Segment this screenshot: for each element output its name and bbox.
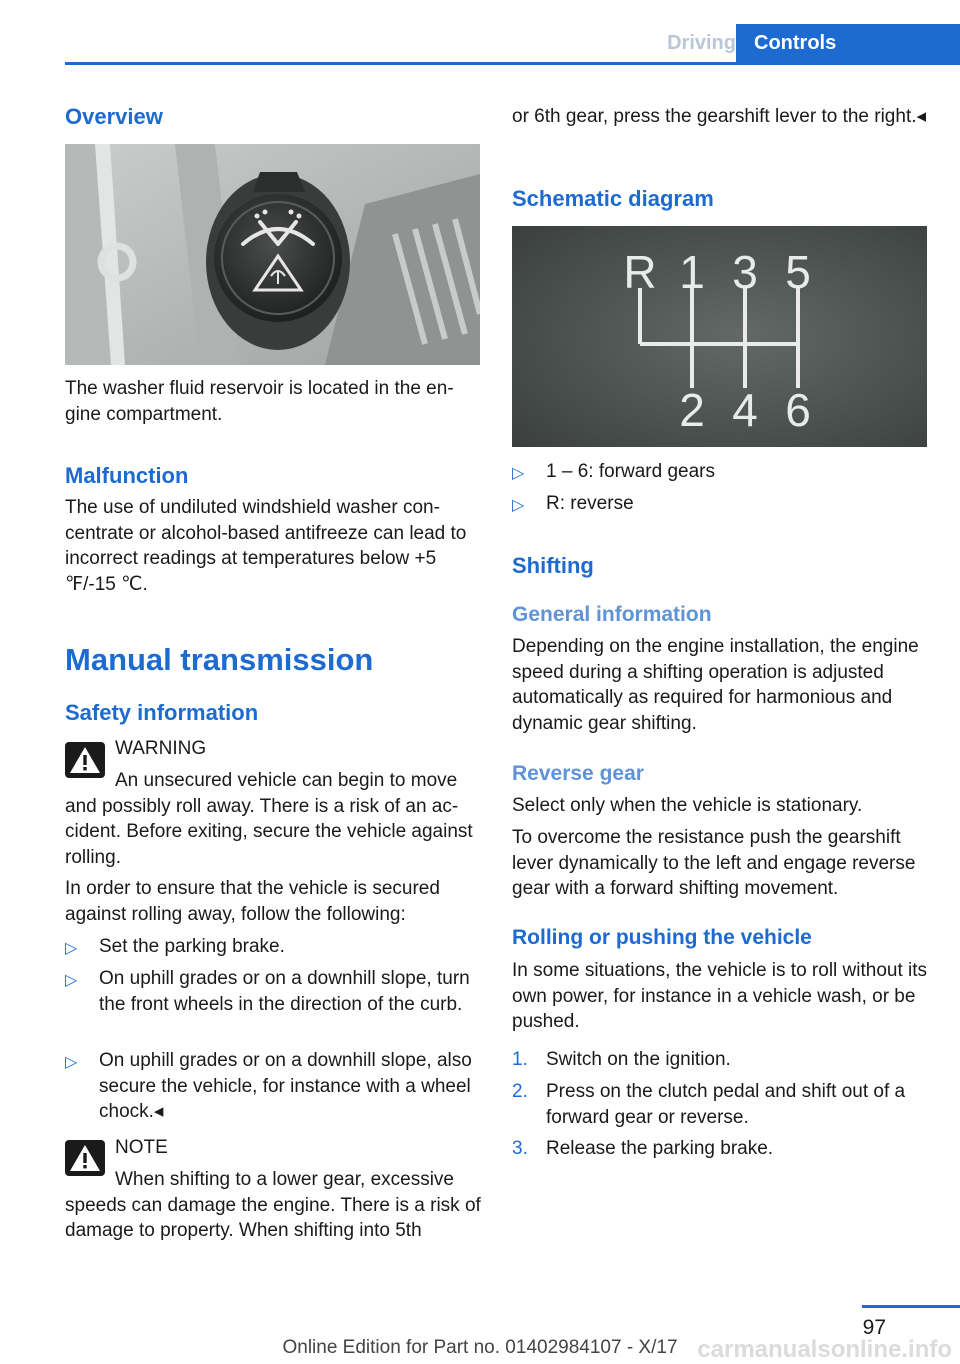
note-text: When shifting to a lower gear, excessive speeds can damage the engine. There is a risk of damage to property. When shifting into 5th	[65, 1169, 481, 1241]
overview-text: The washer fluid reservoir is located in the engine compartment.	[65, 378, 454, 425]
rolling-pushing-text: In some situations, the vehicle is to roll without its own power, for instance in a vehicle wash, or be pushed.	[512, 960, 928, 1032]
triangle-bullet-icon: ▷	[65, 972, 78, 989]
note-label: NOTE	[115, 1137, 168, 1158]
general-information-text: Depending on the engine installation, the engine speed during a shifting operation is adjusted automatically as required for harmonious and dynamic gear shifting.	[512, 636, 919, 734]
overview-heading: Overview	[65, 104, 163, 129]
gear-label-3: 3	[732, 246, 758, 298]
gear-label-R: R	[623, 246, 657, 298]
triangle-bullet-icon: ▷	[65, 1054, 78, 1071]
warning-label: WARNING	[115, 738, 207, 759]
triangle-bullet-icon: ▷	[65, 940, 78, 957]
malfunction-heading: Malfunction	[65, 463, 189, 488]
washer-reservoir-photo	[65, 144, 480, 365]
reverse-gear-text-2: To overcome the resistance push the gearshift lever dynamically to the left and engage reverse gear with a forward shifting movement.	[512, 827, 916, 899]
gear-label-5: 5	[785, 246, 811, 298]
shifting-heading: Shifting	[512, 553, 594, 578]
reverse-gear-text-1: Select only when the vehicle is stationary.	[512, 795, 863, 816]
warning-text: An unsecured vehicle can begin to move and possibly roll away. There is a risk of an accident. Before exiting, secure the vehicle against rolling.	[65, 770, 473, 868]
gear-label-2: 2	[679, 384, 705, 436]
general-information-heading: General information	[512, 603, 712, 626]
page-number: 97	[862, 1316, 886, 1339]
gearshift-schematic	[512, 226, 927, 447]
manual-transmission-heading: Manual transmission	[65, 642, 374, 677]
list-item: ▷ 1 – 6: forward gears	[512, 459, 930, 485]
ensure-text: In order to ensure that the vehicle is secured against rolling away, follow the following:	[65, 878, 440, 925]
continued-text: or 6th gear, press the gearshift lever to the right.◂	[512, 106, 927, 127]
list-item: ▷ Set the parking brake.	[65, 934, 483, 960]
list-item: ▷ On uphill grades or on a downhill slope, turn the front wheels in the direction of the curb.	[65, 968, 470, 1015]
reverse-gear-heading: Reverse gear	[512, 762, 644, 785]
list-item: 3. Release the parking brake.	[512, 1138, 774, 1159]
header-bar	[65, 24, 960, 65]
tab-controls[interactable]: Controls	[736, 24, 960, 62]
malfunction-text: The use of undiluted windshield washer concentrate or alcohol-based antifreeze can lead to incorrect readings at temperatures below +5 ℉/-15 ℃.	[65, 497, 467, 595]
list-item: 2. Press on the clutch pedal and shift out of a forward gear or reverse.	[512, 1081, 906, 1128]
list-item: 1. Switch on the ignition.	[512, 1049, 731, 1070]
tab-driving[interactable]: Driving	[667, 32, 736, 54]
list-item: ▷ On uphill grades or on a downhill slope, also secure the vehicle, for instance with a wheel chock.◂	[65, 1050, 472, 1122]
gear-label-1: 1	[679, 246, 705, 298]
list-item: ▷ R: reverse	[512, 491, 930, 517]
schematic-diagram-heading: Schematic diagram	[512, 186, 714, 211]
rolling-pushing-heading: Rolling or pushing the vehicle	[512, 926, 812, 949]
triangle-bullet-icon: ▷	[512, 497, 525, 514]
edition-line: Online Edition for Part no. 01402984107 - X/17	[282, 1337, 678, 1358]
footer-rule	[862, 1305, 960, 1308]
gear-label-6: 6	[785, 384, 811, 436]
triangle-bullet-icon: ▷	[512, 465, 525, 482]
watermark: carmanualsonline.info	[697, 1336, 952, 1363]
safety-information-heading: Safety information	[65, 700, 259, 725]
gear-label-4: 4	[732, 384, 758, 436]
